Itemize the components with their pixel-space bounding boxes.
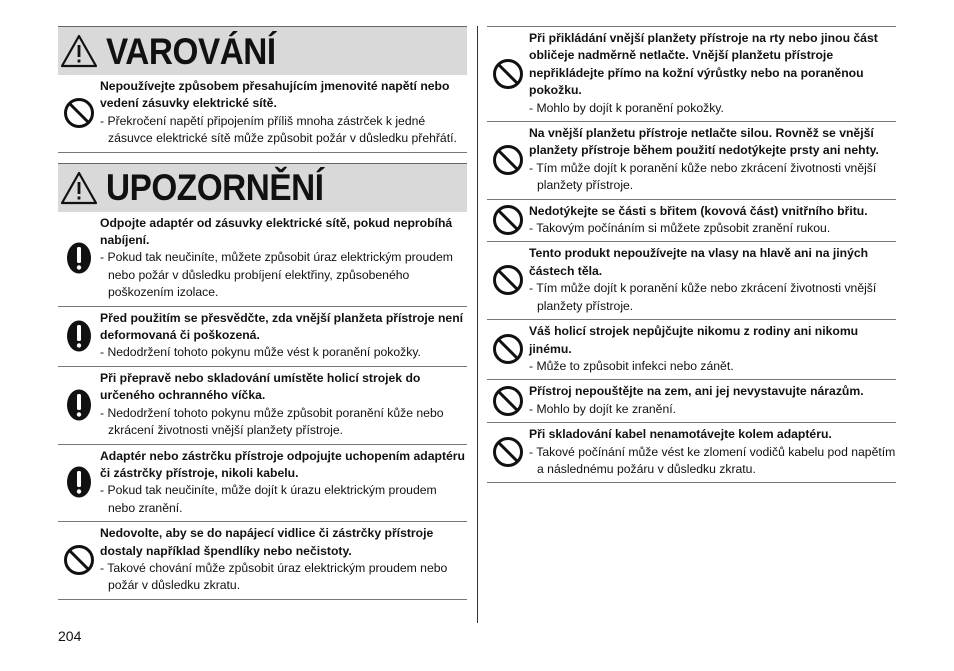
caution-item	[487, 242, 896, 320]
prohibition-icon	[487, 125, 529, 195]
item-heading: Nepoužívejte způsobem přesahujícím jmenovité napětí nebo vedení zásuvky elektrické sítě.	[100, 79, 450, 111]
item-heading: Při přepravě nebo skladování umístěte holicí strojek do určeného ochranného víčka.	[100, 370, 421, 403]
caution-item	[487, 380, 896, 423]
warning-triangle-icon	[60, 34, 98, 68]
column-divider	[477, 26, 478, 623]
item-note: - Nedodržení tohoto pokynu může vést k poranění pokožky.	[100, 345, 421, 360]
item-note: - Mohlo by dojít ke zranění.	[529, 401, 676, 416]
item-heading: Před použitím se přesvědčte, zda vnější planžeta přístroje není deformovaná či poškozená.	[100, 310, 464, 343]
item-note: - Pokud tak neučiníte, můžete způsobit úraz elektrickým proudem nebo požár v důsledku probíjení elektřiny, způsobeného poškozením izolace.	[100, 250, 453, 300]
prohibition-icon	[487, 426, 529, 478]
item-heading: Na vnější planžetu přístroje netlačte silou. Rovněž se vnější planžety přístroje během použití nedotýkejte prsty ani nehty.	[529, 126, 879, 158]
caution-item	[58, 212, 467, 307]
caution-item	[487, 200, 896, 243]
item-note: - Takovým počínáním si můžete způsobit zranění rukou.	[529, 221, 831, 236]
item-heading: Přístroj nepouštějte na zem, ani jej nevystavujte nárazům.	[529, 384, 864, 399]
warning-banner	[58, 26, 467, 75]
prohibition-icon	[487, 30, 529, 117]
item-heading: Při skladování kabel nenamotávejte kolem adaptéru.	[529, 427, 832, 442]
caution-title: UPOZORNĚNÍ	[106, 167, 324, 209]
mandatory-icon	[58, 310, 100, 362]
item-note: - Nedodržení tohoto pokynu může způsobit poranění kůže nebo zkrácení životnosti vnější planžety přístroje.	[100, 405, 444, 438]
prohibition-icon	[487, 383, 529, 418]
caution-item	[58, 522, 467, 600]
caution-banner	[58, 163, 467, 212]
item-heading: Odpojte adaptér od zásuvky elektrické sítě, pokud neprobíhá nabíjení.	[100, 215, 453, 248]
mandatory-icon	[58, 448, 100, 518]
caution-item	[487, 26, 896, 122]
item-note: - Pokud tak neučiníte, může dojít k úrazu elektrickým proudem nebo zranění.	[100, 483, 437, 515]
left-column	[58, 26, 467, 600]
item-heading: Při přikládání vnější planžety přístroje na rty nebo jinou část obličeje nadměrně netlačte. Vnější planžetu přístroje nepřikládejte přímo na kožní výrůstky nebo na poraněnou pokožku.	[529, 31, 878, 98]
item-heading: Nedotýkejte se části s břitem (kovová část) vnitřního břitu.	[529, 203, 868, 218]
item-note: - Tím může dojít k poranění kůže nebo zkrácení životnosti vnější planžety přístroje.	[529, 281, 877, 313]
item-note: - Může to způsobit infekci nebo zánět.	[529, 358, 734, 373]
item-heading: Tento produkt nepoužívejte na vlasy na hlavě ani na jiných částech těla.	[529, 246, 869, 278]
item-note: - Takové počínání může vést ke zlomení vodičů kabelu pod napětím a následnému požáru v důsledku zkratu.	[529, 444, 896, 476]
prohibition-icon	[487, 245, 529, 315]
warning-title: VAROVÁNÍ	[106, 30, 276, 72]
mandatory-icon	[58, 370, 100, 440]
prohibition-icon	[58, 525, 100, 595]
item-heading: Adaptér nebo zástrčku přístroje odpojujte uchopením adaptéru či zástrčky přístroje, nikoli kabelu.	[100, 448, 465, 480]
warning-triangle-icon	[60, 171, 98, 205]
caution-item	[487, 423, 896, 483]
caution-item	[58, 307, 467, 367]
prohibition-icon	[487, 203, 529, 238]
item-note: - Takové chování může způsobit úraz elektrickým proudem nebo požár v důsledku zkratu.	[100, 560, 448, 593]
caution-item	[58, 445, 467, 523]
page-number: 204	[58, 628, 82, 644]
caution-item	[58, 367, 467, 445]
mandatory-icon	[58, 215, 100, 302]
prohibition-icon	[58, 78, 100, 148]
item-note: - Tím může dojít k poranění kůže nebo zkrácení životnosti vnější planžety přístroje.	[529, 160, 877, 193]
caution-item	[487, 320, 896, 380]
item-note: - Mohlo by dojít k poranění pokožky.	[529, 100, 724, 115]
item-heading: Váš holicí strojek nepůjčujte nikomu z rodiny ani nikomu jinému.	[529, 324, 859, 356]
item-heading: Nedovolte, aby se do napájecí vidlice či zástrčky přístroje dostaly například špendlíky nebo nečistoty.	[100, 526, 434, 558]
caution-item	[487, 122, 896, 200]
prohibition-icon	[487, 323, 529, 375]
warning-item	[58, 75, 467, 153]
right-column	[487, 26, 896, 483]
item-note: - Překročení napětí připojením příliš mnoha zástrček k jedné zásuvce elektrické sítě může způsobit požár v důsledku přehřátí.	[100, 113, 457, 146]
